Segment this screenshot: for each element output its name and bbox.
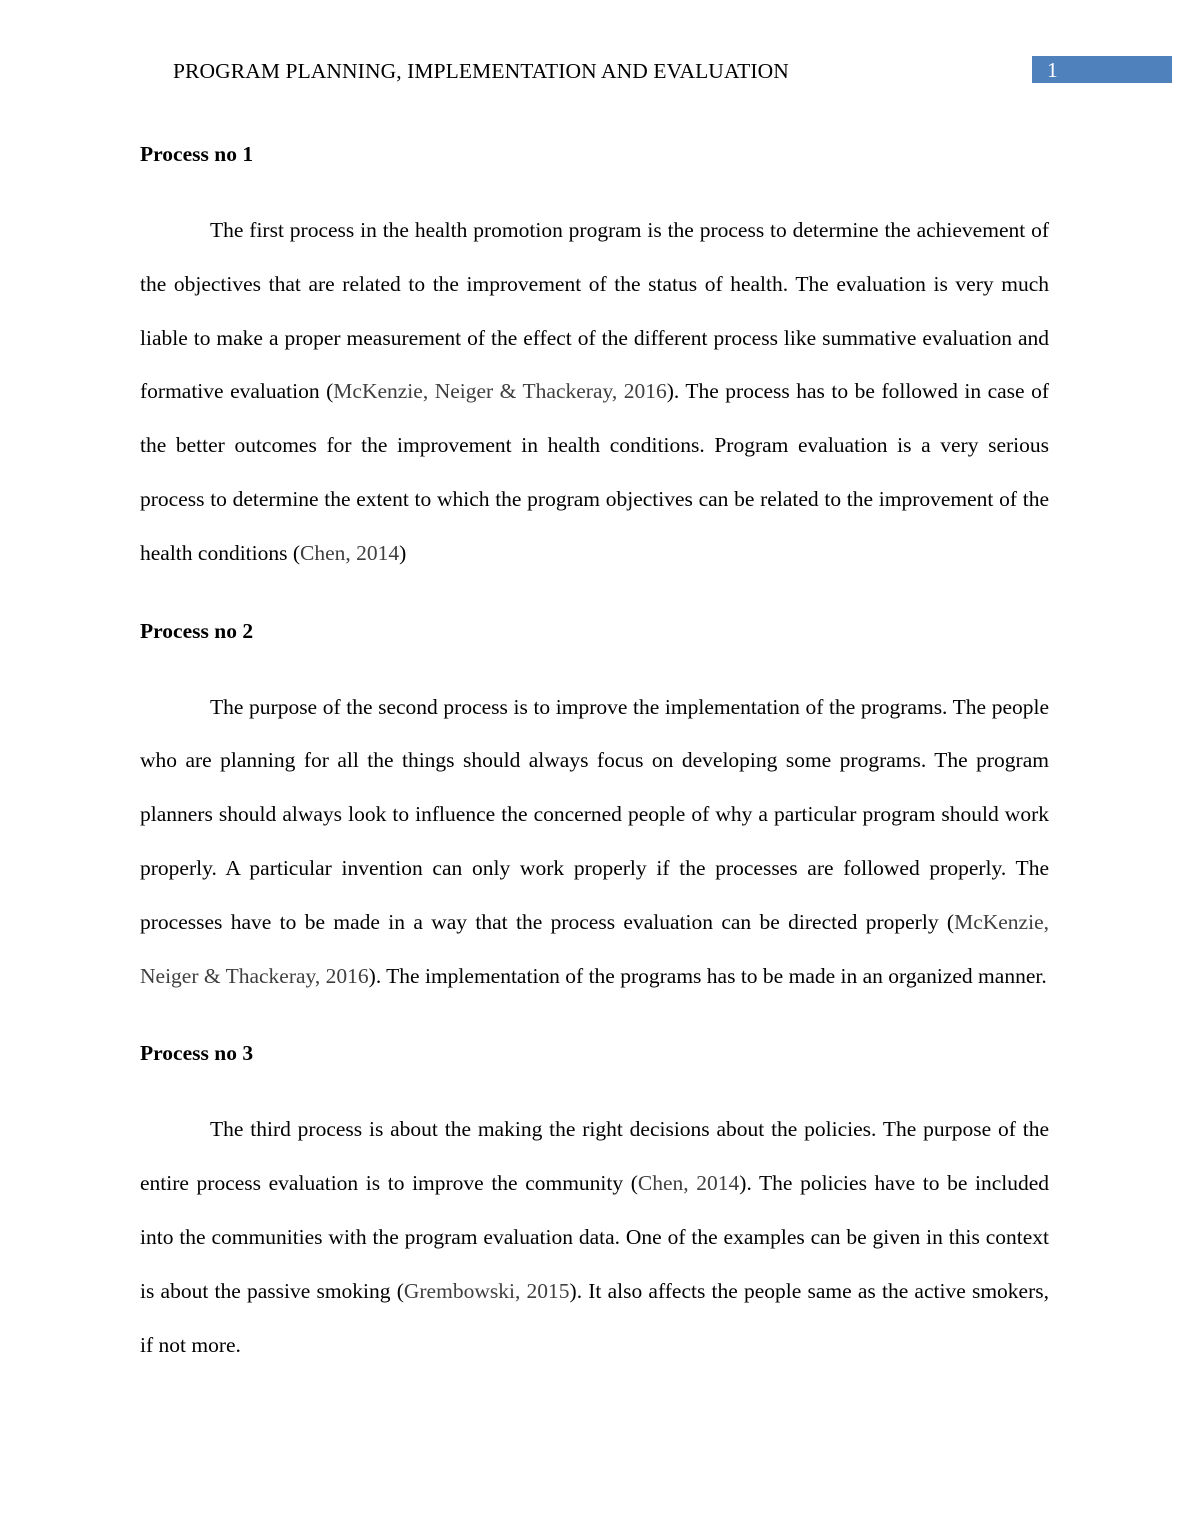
citation: Chen, 2014: [300, 540, 400, 565]
document-body: [140, 130, 1049, 1398]
paragraph-process-2: [140, 681, 1049, 1004]
page-number: 1: [1047, 58, 1058, 82]
paragraph-text: The first process in the health promotion program is the process to determine the achievement of the objectives that are related to the improvement of the status of health. The evaluation is very much liable to make a proper measurement of the effect of the different process like summative evaluation and formative evaluation (: [140, 218, 1049, 404]
running-head: PROGRAM PLANNING, IMPLEMENTATION AND EVALUATION: [173, 59, 789, 83]
paragraph-text: The purpose of the second process is to improve the implementation of the programs. The people who are planning for all the things should always focus on developing some programs. The program planners should always look to influence the concerned people of why a particular program should work properly. A particular invention can only work properly if the processes are followed properly. The processes have to be made in a way that the process evaluation can be directed properly (: [140, 694, 1049, 934]
paragraph-text: ). It also affects the people same as the active smokers, if not more.: [140, 1278, 1049, 1357]
section-heading-process-1: Process no 1: [140, 142, 254, 166]
citation: McKenzie, Neiger & Thackeray, 2016: [140, 909, 1049, 988]
paragraph-text: ): [399, 540, 407, 565]
paragraph-text: ). The process has to be followed in case of the better outcomes for the improvement in health conditions. Program evaluation is a very serious process to determine the extent to which the program objectives can be related to the improvement of the health conditions (: [140, 379, 1049, 565]
section-heading-process-2: Process no 2: [140, 618, 254, 643]
citation: Chen, 2014: [637, 1171, 740, 1196]
paragraph-process-3: [140, 1103, 1049, 1372]
paragraph-process-1: [140, 204, 1049, 581]
paragraph-text: ). The implementation of the programs has to be made in an organized manner.: [368, 963, 1047, 988]
page-number-box: [1032, 56, 1172, 83]
citation: McKenzie, Neiger & Thackeray, 2016: [333, 379, 667, 404]
citation: Grembowski, 2015: [403, 1278, 570, 1303]
paragraph-text: ). The policies have to be included into the communities with the program evaluation data. One of the examples can be given in this context is about the passive smoking (: [140, 1171, 1049, 1303]
section-heading-process-3: Process no 3: [140, 1041, 254, 1066]
paragraph-text: The third process is about the making the right decisions about the policies. The purpose of the entire process evaluation is to improve the community (: [140, 1117, 1049, 1196]
